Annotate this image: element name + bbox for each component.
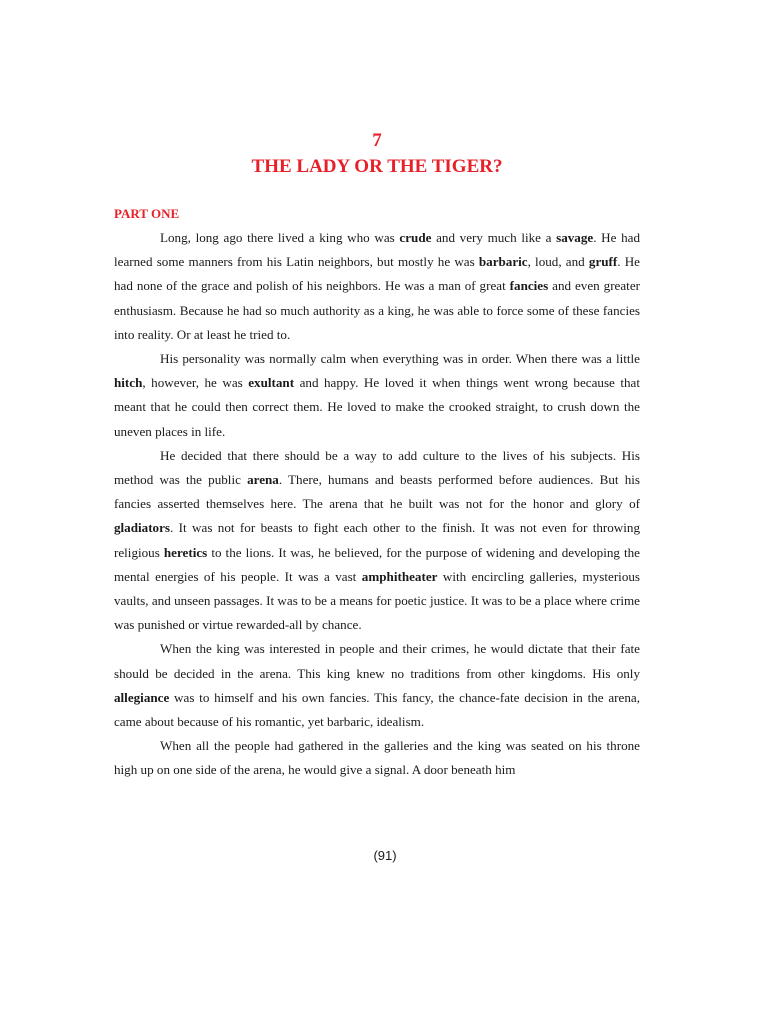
text-run: . It was not for beasts to fight each other to the finish. It was not even for throwing religious <box>114 520 640 560</box>
text-run: When the king was interested in people and their crimes, he would dictate that their fate should be decided in the arena. This king knew no traditions from other kingdoms. His only <box>114 641 640 681</box>
vocabulary-word: hitch <box>114 375 143 391</box>
page-content <box>114 128 640 783</box>
vocabulary-word: fancies <box>509 278 549 294</box>
text-run: He decided that there should be a way to add culture to the lives of his subjects. His method was the public <box>114 447 640 488</box>
text-run: , loud, and <box>527 254 589 270</box>
text-run: and very much like a <box>431 230 557 245</box>
chapter-number: 7 <box>372 130 382 151</box>
vocabulary-word: savage <box>556 230 594 245</box>
vocabulary-word: amphitheater <box>361 568 438 584</box>
vocabulary-word: gladiators <box>114 520 171 536</box>
vocabulary-word: barbaric <box>478 254 528 270</box>
text-run: with encircling galleries, mysterious vaults, and unseen passages. It was to be a means for poetic justice. It was to be a place where crime was punished or virtue rewarded-all by chance. <box>114 568 641 633</box>
vocabulary-word: arena <box>247 472 279 488</box>
paragraph <box>114 734 640 782</box>
vocabulary-word: gruff <box>588 254 618 270</box>
text-run: . He had none of the grace and polish of his neighbors. He was a man of great <box>114 254 640 294</box>
text-run: , however, he was <box>142 375 249 391</box>
page-number: (91) <box>373 848 397 863</box>
text-run: . There, humans and beasts performed before audiences. But his fancies asserted themselves here. The arena that he built was not for the honor and glory of <box>114 472 640 512</box>
paragraph <box>114 226 640 347</box>
text-run: and happy. He loved it when things went wrong because that meant that he could then correct them. He loved to make the crooked straight, to crush down the uneven places in life. <box>114 375 640 439</box>
text-run: to the lions. It was, he believed, for the purpose of widening and developing the mental energies of his people. It was a vast <box>114 544 640 584</box>
text-run: His personality was normally calm when everything was in order. When there was a little <box>160 351 640 367</box>
paragraph <box>114 347 640 444</box>
text-run: Long, long ago there lived a king who was <box>160 230 400 245</box>
text-run: was to himself and his own fancies. This fancy, the chance-fate decision in the arena, came about because of his romantic, yet barbaric, idealism. <box>114 689 640 730</box>
text-run: . He had learned some manners from his Latin neighbors, but mostly he was <box>114 230 640 270</box>
vocabulary-word: allegiance <box>114 689 170 705</box>
chapter-title: THE LADY OR THE TIGER? <box>251 156 503 177</box>
vocabulary-word: crude <box>399 230 432 245</box>
paragraph <box>114 444 640 638</box>
section-heading: PART ONE <box>114 206 180 221</box>
vocabulary-word: heretics <box>163 544 208 560</box>
body-text <box>114 226 640 783</box>
text-run: When all the people had gathered in the galleries and the king was seated on his throne high up on one side of the arena, he would give a signal. A door beneath him <box>114 738 640 778</box>
text-run: and even greater enthusiasm. Because he had so much authority as a king, he was able to force some of these fancies into reality. Or at least he tried to. <box>114 278 640 342</box>
vocabulary-word: exultant <box>248 375 295 391</box>
paragraph <box>114 637 640 734</box>
